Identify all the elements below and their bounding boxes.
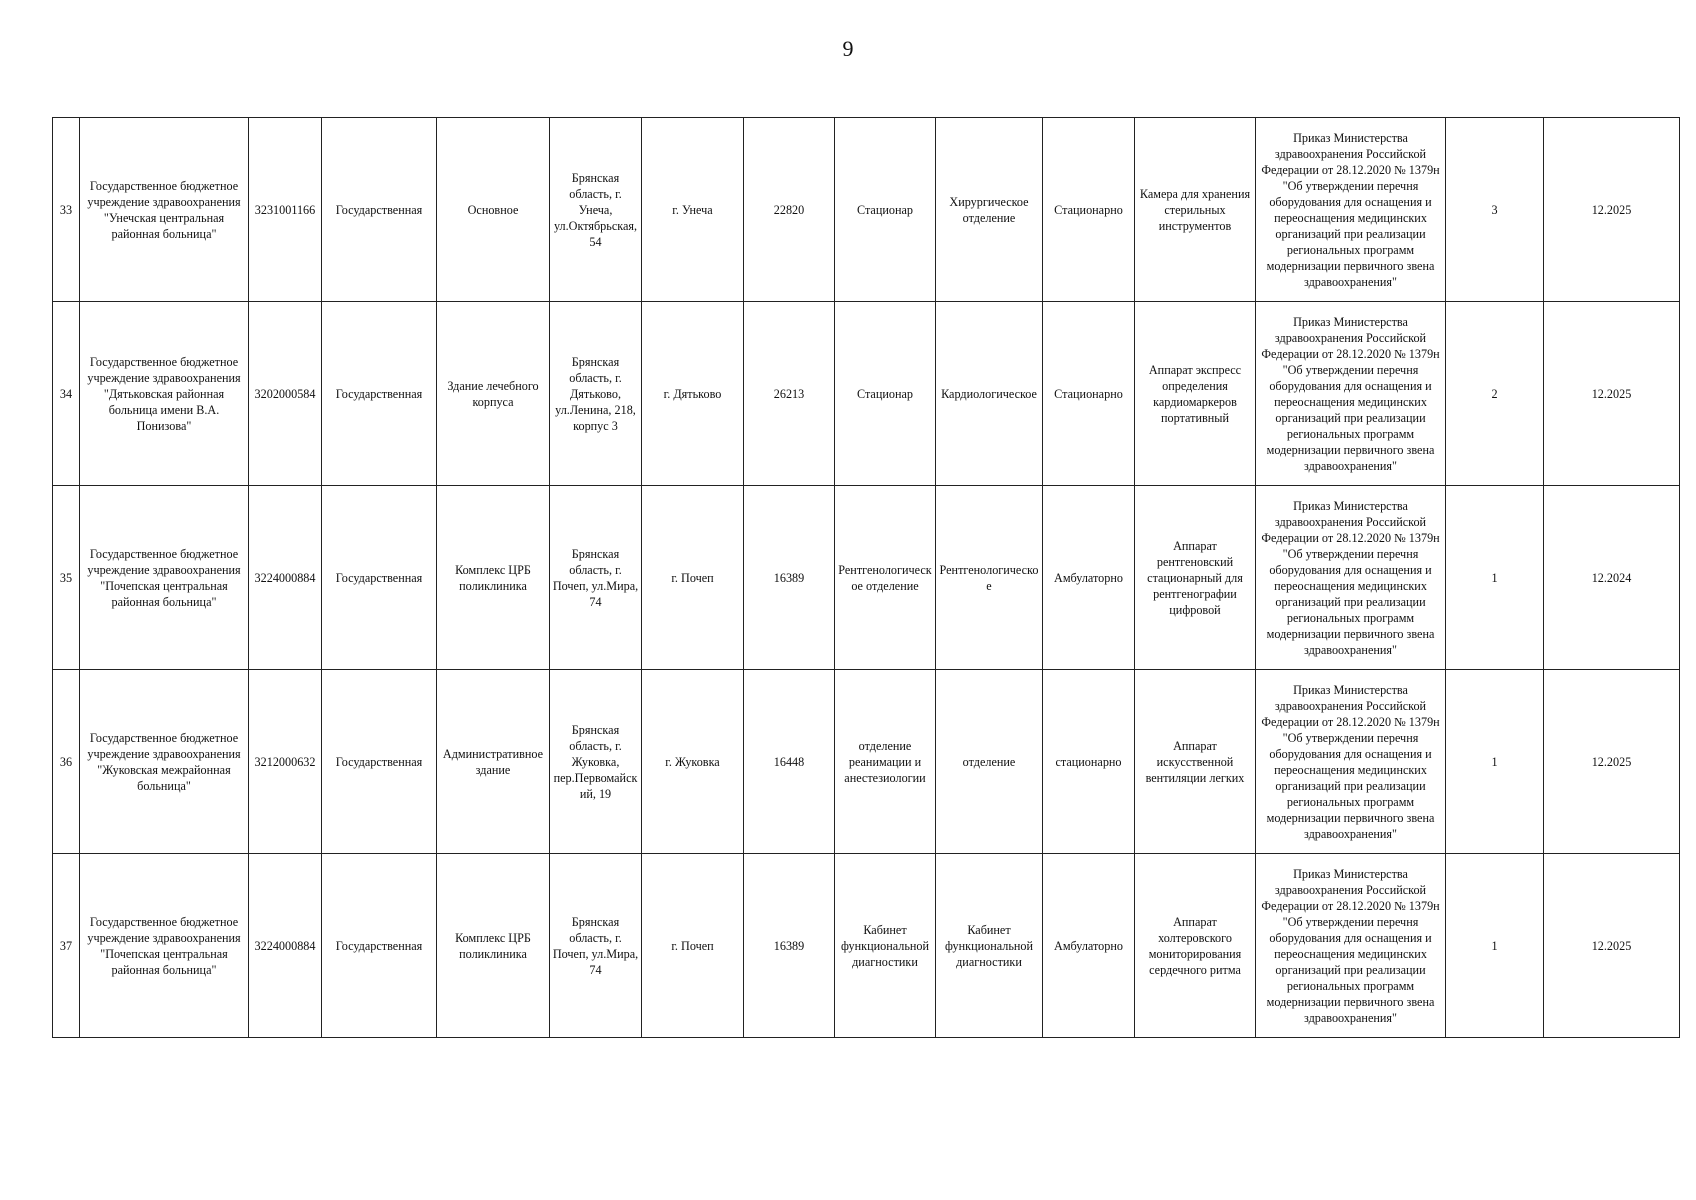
legal-basis-cell: Приказ Министерства здравоохранения Российской Федерации от 28.12.2020 № 1379н "Об утверждении перечня оборудования для оснащения и переоснащения медицинских организаций при реализации региональных программ модернизации первичного звена здравоохранения" xyxy=(1256,854,1446,1038)
equipment-name-cell: Аппарат экспресс определения кардиомаркеров портативный xyxy=(1135,302,1256,486)
row-number-cell: 34 xyxy=(53,302,80,486)
inn-cell: 3224000884 xyxy=(249,486,322,670)
table-row xyxy=(53,670,1680,854)
ownership-form-cell: Государственная xyxy=(322,854,437,1038)
ownership-form-cell: Государственная xyxy=(322,302,437,486)
building-cell: Комплекс ЦРБ поликлиника xyxy=(437,486,550,670)
delivery-date-cell: 12.2025 xyxy=(1544,118,1680,302)
organization-cell: Государственное бюджетное учреждение здравоохранения "Дятьковская районная больница имени В.А. Понизова" xyxy=(80,302,249,486)
department-cell: отделение xyxy=(936,670,1043,854)
delivery-date-cell: 12.2025 xyxy=(1544,302,1680,486)
address-cell: Брянская область, г. Унеча, ул.Октябрьская, 54 xyxy=(550,118,642,302)
legal-basis-cell: Приказ Министерства здравоохранения Российской Федерации от 28.12.2020 № 1379н "Об утверждении перечня оборудования для оснащения и переоснащения медицинских организаций при реализации региональных программ модернизации первичного звена здравоохранения" xyxy=(1256,486,1446,670)
table-row xyxy=(53,118,1680,302)
locality-cell: г. Почеп xyxy=(642,486,744,670)
care-form-cell: Стационарно xyxy=(1043,302,1135,486)
quantity-cell: 1 xyxy=(1446,854,1544,1038)
care-unit-cell: Стационар xyxy=(835,302,936,486)
department-cell: Кабинет функциональной диагностики xyxy=(936,854,1043,1038)
locality-cell: г. Жуковка xyxy=(642,670,744,854)
building-cell: Комплекс ЦРБ поликлиника xyxy=(437,854,550,1038)
care-form-cell: Амбулаторно xyxy=(1043,486,1135,670)
row-number-cell: 33 xyxy=(53,118,80,302)
address-cell: Брянская область, г. Почеп, ул.Мира, 74 xyxy=(550,486,642,670)
delivery-date-cell: 12.2024 xyxy=(1544,486,1680,670)
population-cell: 26213 xyxy=(744,302,835,486)
organization-cell: Государственное бюджетное учреждение здравоохранения "Почепская центральная районная больница" xyxy=(80,486,249,670)
page-number: 9 xyxy=(842,36,854,61)
locality-cell: г. Дятьково xyxy=(642,302,744,486)
care-form-cell: стационарно xyxy=(1043,670,1135,854)
row-number-cell: 35 xyxy=(53,486,80,670)
care-unit-cell: Рентгенологическое отделение xyxy=(835,486,936,670)
locality-cell: г. Почеп xyxy=(642,854,744,1038)
care-form-cell: Амбулаторно xyxy=(1043,854,1135,1038)
equipment-name-cell: Аппарат искусственной вентиляции легких xyxy=(1135,670,1256,854)
equipment-name-cell: Аппарат рентгеновский стационарный для рентгенографии цифровой xyxy=(1135,486,1256,670)
equipment-name-cell: Аппарат холтеровского мониторирования сердечного ритма xyxy=(1135,854,1256,1038)
care-unit-cell: Кабинет функциональной диагностики xyxy=(835,854,936,1038)
address-cell: Брянская область, г. Почеп, ул.Мира, 74 xyxy=(550,854,642,1038)
row-number-cell: 37 xyxy=(53,854,80,1038)
department-cell: Хирургическое отделение xyxy=(936,118,1043,302)
address-cell: Брянская область, г. Жуковка, пер.Первомайский, 19 xyxy=(550,670,642,854)
quantity-cell: 3 xyxy=(1446,118,1544,302)
care-unit-cell: Стационар xyxy=(835,118,936,302)
population-cell: 16448 xyxy=(744,670,835,854)
table-row xyxy=(53,486,1680,670)
quantity-cell: 2 xyxy=(1446,302,1544,486)
inn-cell: 3231001166 xyxy=(249,118,322,302)
legal-basis-cell: Приказ Министерства здравоохранения Российской Федерации от 28.12.2020 № 1379н "Об утверждении перечня оборудования для оснащения и переоснащения медицинских организаций при реализации региональных программ модернизации первичного звена здравоохранения" xyxy=(1256,670,1446,854)
inn-cell: 3224000884 xyxy=(249,854,322,1038)
building-cell: Здание лечебного корпуса xyxy=(437,302,550,486)
department-cell: Рентгенологическое xyxy=(936,486,1043,670)
delivery-date-cell: 12.2025 xyxy=(1544,854,1680,1038)
population-cell: 22820 xyxy=(744,118,835,302)
equipment-name-cell: Камера для хранения стерильных инструментов xyxy=(1135,118,1256,302)
building-cell: Административное здание xyxy=(437,670,550,854)
table-row xyxy=(53,302,1680,486)
delivery-date-cell: 12.2025 xyxy=(1544,670,1680,854)
organization-cell: Государственное бюджетное учреждение здравоохранения "Жуковская межрайонная больница" xyxy=(80,670,249,854)
care-unit-cell: отделение реанимации и анестезиологии xyxy=(835,670,936,854)
department-cell: Кардиологическое xyxy=(936,302,1043,486)
care-form-cell: Стационарно xyxy=(1043,118,1135,302)
ownership-form-cell: Государственная xyxy=(322,670,437,854)
population-cell: 16389 xyxy=(744,854,835,1038)
inn-cell: 3202000584 xyxy=(249,302,322,486)
quantity-cell: 1 xyxy=(1446,670,1544,854)
building-cell: Основное xyxy=(437,118,550,302)
legal-basis-cell: Приказ Министерства здравоохранения Российской Федерации от 28.12.2020 № 1379н "Об утверждении перечня оборудования для оснащения и переоснащения медицинских организаций при реализации региональных программ модернизации первичного звена здравоохранения" xyxy=(1256,302,1446,486)
equipment-registry-table xyxy=(52,117,1680,1038)
ownership-form-cell: Государственная xyxy=(322,118,437,302)
table-row xyxy=(53,854,1680,1038)
address-cell: Брянская область, г. Дятьково, ул.Ленина, 218, корпус 3 xyxy=(550,302,642,486)
legal-basis-cell: Приказ Министерства здравоохранения Российской Федерации от 28.12.2020 № 1379н "Об утверждении перечня оборудования для оснащения и переоснащения медицинских организаций при реализации региональных программ модернизации первичного звена здравоохранения" xyxy=(1256,118,1446,302)
locality-cell: г. Унеча xyxy=(642,118,744,302)
inn-cell: 3212000632 xyxy=(249,670,322,854)
organization-cell: Государственное бюджетное учреждение здравоохранения "Почепская центральная районная больница" xyxy=(80,854,249,1038)
quantity-cell: 1 xyxy=(1446,486,1544,670)
organization-cell: Государственное бюджетное учреждение здравоохранения "Унечская центральная районная больница" xyxy=(80,118,249,302)
row-number-cell: 36 xyxy=(53,670,80,854)
ownership-form-cell: Государственная xyxy=(322,486,437,670)
population-cell: 16389 xyxy=(744,486,835,670)
